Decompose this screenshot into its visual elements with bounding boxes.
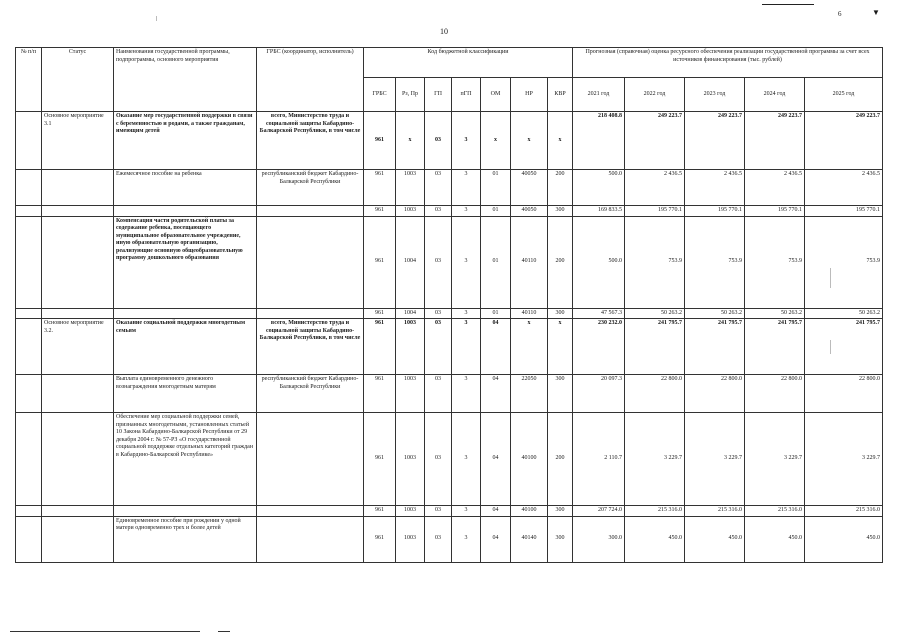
row-num bbox=[16, 206, 42, 217]
code-cell: 1003 bbox=[396, 319, 425, 375]
code-cell: 01 bbox=[481, 308, 511, 319]
value-cell: 215 316.0 bbox=[745, 506, 805, 517]
code-cell: 03 bbox=[425, 506, 452, 517]
header-row bbox=[16, 48, 883, 78]
code-cell: x bbox=[481, 112, 511, 170]
value-cell: 753.9 bbox=[805, 216, 883, 308]
value-cell: 195 770.1 bbox=[745, 206, 805, 217]
value-cell: 218 408.8 bbox=[573, 112, 625, 170]
value-cell: 22 800.0 bbox=[685, 375, 745, 413]
row-name: Компенсация части родительской платы за содержание ребенка, посещающего муниципальное образовательное учреждение, иную образовательную организацию, реализующие основную общеобразовательную программу дошкольного образования bbox=[114, 216, 257, 308]
value-cell: 241 795.7 bbox=[685, 319, 745, 375]
row-status bbox=[42, 206, 114, 217]
code-cell: 300 bbox=[548, 206, 573, 217]
value-cell: 3 229.7 bbox=[805, 413, 883, 506]
code-cell: 961 bbox=[364, 516, 396, 562]
value-cell: 47 567.3 bbox=[573, 308, 625, 319]
scan-speck bbox=[156, 16, 157, 21]
code-cell: 40110 bbox=[511, 216, 548, 308]
code-cell: 300 bbox=[548, 506, 573, 517]
header-year: 2022 год bbox=[625, 78, 685, 112]
code-cell: 3 bbox=[452, 112, 481, 170]
table-row bbox=[16, 170, 883, 206]
value-cell: 753.9 bbox=[685, 216, 745, 308]
code-cell: 300 bbox=[548, 375, 573, 413]
value-cell: 50 263.2 bbox=[745, 308, 805, 319]
table-row bbox=[16, 375, 883, 413]
header-name: Наименования государственной программы, подпрограммы, основного мероприятия bbox=[114, 48, 257, 112]
value-cell: 241 795.7 bbox=[805, 319, 883, 375]
table-row bbox=[16, 319, 883, 375]
value-cell: 22 800.0 bbox=[745, 375, 805, 413]
header-year: 2023 год bbox=[685, 78, 745, 112]
value-cell: 3 229.7 bbox=[745, 413, 805, 506]
row-grbs bbox=[257, 308, 364, 319]
header-year: 2021 год bbox=[573, 78, 625, 112]
code-cell: 1004 bbox=[396, 216, 425, 308]
row-name: Обеспечение мер социальной поддержки семей, признанных многодетными, установленных статьей 10 Закона Кабардино-Балкарской Республики от 29 декабря 2004 г. № 57-РЗ «О государственной социальной поддержке отдельных категорий граждан в Кабардино-Балкарской Республике» bbox=[114, 413, 257, 506]
code-cell: 961 bbox=[364, 506, 396, 517]
header-code: ГРБС bbox=[364, 78, 396, 112]
code-cell: 3 bbox=[452, 506, 481, 517]
header-num: № п/п bbox=[16, 48, 42, 112]
row-num bbox=[16, 216, 42, 308]
scan-line bbox=[762, 4, 814, 5]
header-status: Статус bbox=[42, 48, 114, 112]
row-grbs bbox=[257, 206, 364, 217]
code-cell: 1003 bbox=[396, 516, 425, 562]
row-name: Ежемесячное пособие на ребенка bbox=[114, 170, 257, 206]
code-cell: 22050 bbox=[511, 375, 548, 413]
code-cell: x bbox=[548, 319, 573, 375]
code-cell: x bbox=[396, 112, 425, 170]
header-code: НР bbox=[511, 78, 548, 112]
code-cell: 03 bbox=[425, 308, 452, 319]
value-cell: 241 795.7 bbox=[625, 319, 685, 375]
code-cell: 04 bbox=[481, 516, 511, 562]
code-cell: 01 bbox=[481, 170, 511, 206]
code-cell: 03 bbox=[425, 112, 452, 170]
row-num bbox=[16, 375, 42, 413]
budget-table bbox=[15, 47, 883, 563]
value-cell: 500.0 bbox=[573, 170, 625, 206]
value-cell: 230 232.0 bbox=[573, 319, 625, 375]
code-cell: 300 bbox=[548, 516, 573, 562]
code-cell: x bbox=[511, 319, 548, 375]
table-row bbox=[16, 308, 883, 319]
row-num bbox=[16, 319, 42, 375]
value-cell: 3 229.7 bbox=[625, 413, 685, 506]
row-name bbox=[114, 308, 257, 319]
code-cell: 3 bbox=[452, 308, 481, 319]
code-cell: 3 bbox=[452, 206, 481, 217]
row-num bbox=[16, 170, 42, 206]
value-cell: 450.0 bbox=[805, 516, 883, 562]
value-cell: 215 316.0 bbox=[685, 506, 745, 517]
code-cell: 200 bbox=[548, 170, 573, 206]
row-grbs bbox=[257, 516, 364, 562]
value-cell: 20 097.3 bbox=[573, 375, 625, 413]
row-num bbox=[16, 506, 42, 517]
code-cell: 01 bbox=[481, 216, 511, 308]
code-cell: 1003 bbox=[396, 206, 425, 217]
row-grbs bbox=[257, 216, 364, 308]
row-name: Оказание мер государственной поддержки в связи с беременностью и родами, а также гражданам, имеющим детей bbox=[114, 112, 257, 170]
code-cell: 961 bbox=[364, 308, 396, 319]
header-grbs: ГРБС (координатор, исполнитель) bbox=[257, 48, 364, 112]
row-grbs bbox=[257, 413, 364, 506]
code-cell: 40140 bbox=[511, 516, 548, 562]
value-cell: 2 436.5 bbox=[625, 170, 685, 206]
row-name bbox=[114, 506, 257, 517]
code-cell: 03 bbox=[425, 413, 452, 506]
table-row bbox=[16, 413, 883, 506]
row-name: Оказание социальной поддержки многодетным семьям bbox=[114, 319, 257, 375]
value-cell: 215 316.0 bbox=[625, 506, 685, 517]
row-num bbox=[16, 308, 42, 319]
value-cell: 2 436.5 bbox=[685, 170, 745, 206]
scan-line bbox=[10, 631, 200, 632]
code-cell: 03 bbox=[425, 319, 452, 375]
code-cell: 03 bbox=[425, 170, 452, 206]
row-name bbox=[114, 206, 257, 217]
page-number: 10 bbox=[440, 27, 448, 36]
row-status: Основное мероприятие 3.1 bbox=[42, 112, 114, 170]
value-cell: 2 436.5 bbox=[805, 170, 883, 206]
code-cell: 961 bbox=[364, 206, 396, 217]
value-cell: 2 436.5 bbox=[745, 170, 805, 206]
value-cell: 241 795.7 bbox=[745, 319, 805, 375]
code-cell: 40050 bbox=[511, 170, 548, 206]
code-cell: 3 bbox=[452, 413, 481, 506]
code-cell: 03 bbox=[425, 516, 452, 562]
code-cell: 03 bbox=[425, 216, 452, 308]
row-num bbox=[16, 413, 42, 506]
value-cell: 50 263.2 bbox=[685, 308, 745, 319]
code-cell: 04 bbox=[481, 413, 511, 506]
value-cell: 195 770.1 bbox=[685, 206, 745, 217]
code-cell: 04 bbox=[481, 319, 511, 375]
code-cell: 04 bbox=[481, 506, 511, 517]
header-kbk: Код бюджетной классификации bbox=[364, 48, 573, 78]
code-cell: 03 bbox=[425, 206, 452, 217]
header-year: 2025 год bbox=[805, 78, 883, 112]
value-cell: 249 223.7 bbox=[685, 112, 745, 170]
code-cell: 40100 bbox=[511, 506, 548, 517]
row-status bbox=[42, 506, 114, 517]
value-cell: 169 833.5 bbox=[573, 206, 625, 217]
table-row bbox=[16, 506, 883, 517]
value-cell: 753.9 bbox=[745, 216, 805, 308]
table-row bbox=[16, 206, 883, 217]
code-cell: 961 bbox=[364, 375, 396, 413]
code-cell: 3 bbox=[452, 319, 481, 375]
row-status bbox=[42, 375, 114, 413]
scan-line bbox=[218, 631, 230, 632]
row-status bbox=[42, 308, 114, 319]
code-cell: 961 bbox=[364, 413, 396, 506]
value-cell: 753.9 bbox=[625, 216, 685, 308]
code-cell: 03 bbox=[425, 375, 452, 413]
row-grbs: республиканский бюджет Кабардино-Балкарской Республики bbox=[257, 170, 364, 206]
header-forecast: Прогнозная (справочная) оценка ресурсного обеспечения реализации государственной программы за счет всех источников финансирования (тыс. рублей) bbox=[573, 48, 883, 78]
row-status bbox=[42, 216, 114, 308]
row-grbs: всего, Министерство труда и социальной защиты Кабардино-Балкарской Республики, в том числе bbox=[257, 319, 364, 375]
value-cell: 300.0 bbox=[573, 516, 625, 562]
row-grbs: республиканский бюджет Кабардино-Балкарской Республики bbox=[257, 375, 364, 413]
value-cell: 450.0 bbox=[745, 516, 805, 562]
header-code: КВР bbox=[548, 78, 573, 112]
code-cell: 200 bbox=[548, 216, 573, 308]
table-row bbox=[16, 216, 883, 308]
row-status bbox=[42, 413, 114, 506]
code-cell: 961 bbox=[364, 216, 396, 308]
code-cell: 40050 bbox=[511, 206, 548, 217]
code-cell: 300 bbox=[548, 308, 573, 319]
value-cell: 3 229.7 bbox=[685, 413, 745, 506]
code-cell: 1003 bbox=[396, 413, 425, 506]
value-cell: 249 223.7 bbox=[625, 112, 685, 170]
row-name: Выплата единовременного денежного вознаграждения многодетным матерям bbox=[114, 375, 257, 413]
row-grbs: всего, Министерство труда и социальной защиты Кабардино-Балкарской Республики, в том числе bbox=[257, 112, 364, 170]
value-cell: 450.0 bbox=[625, 516, 685, 562]
code-cell: 961 bbox=[364, 112, 396, 170]
code-cell: 961 bbox=[364, 170, 396, 206]
code-cell: 40110 bbox=[511, 308, 548, 319]
row-status: Основное мероприятие 3.2. bbox=[42, 319, 114, 375]
value-cell: 195 770.1 bbox=[805, 206, 883, 217]
value-cell: 50 263.2 bbox=[625, 308, 685, 319]
code-cell: 200 bbox=[548, 413, 573, 506]
row-num bbox=[16, 516, 42, 562]
row-status bbox=[42, 516, 114, 562]
code-cell: 40100 bbox=[511, 413, 548, 506]
value-cell: 249 223.7 bbox=[745, 112, 805, 170]
code-cell: x bbox=[511, 112, 548, 170]
value-cell: 22 800.0 bbox=[625, 375, 685, 413]
value-cell: 195 770.1 bbox=[625, 206, 685, 217]
header-code: ГП bbox=[425, 78, 452, 112]
code-cell: 1003 bbox=[396, 375, 425, 413]
code-cell: 3 bbox=[452, 516, 481, 562]
scan-mark: ▼ bbox=[872, 8, 880, 17]
value-cell: 249 223.7 bbox=[805, 112, 883, 170]
code-cell: 1004 bbox=[396, 308, 425, 319]
row-name: Единовременное пособие при рождении у одной матери одновременно трех и более детей bbox=[114, 516, 257, 562]
header-code: Рз, Пр bbox=[396, 78, 425, 112]
value-cell: 215 316.0 bbox=[805, 506, 883, 517]
code-cell: 04 bbox=[481, 375, 511, 413]
row-status bbox=[42, 170, 114, 206]
value-cell: 2 110.7 bbox=[573, 413, 625, 506]
header-code: пГП bbox=[452, 78, 481, 112]
header-code: ОМ bbox=[481, 78, 511, 112]
code-cell: 3 bbox=[452, 216, 481, 308]
code-cell: 3 bbox=[452, 170, 481, 206]
value-cell: 22 800.0 bbox=[805, 375, 883, 413]
row-grbs bbox=[257, 506, 364, 517]
table-row bbox=[16, 112, 883, 170]
value-cell: 450.0 bbox=[685, 516, 745, 562]
code-cell: 1003 bbox=[396, 506, 425, 517]
value-cell: 50 263.2 bbox=[805, 308, 883, 319]
code-cell: 01 bbox=[481, 206, 511, 217]
code-cell: 3 bbox=[452, 375, 481, 413]
code-cell: 961 bbox=[364, 319, 396, 375]
code-cell: x bbox=[548, 112, 573, 170]
value-cell: 207 724.0 bbox=[573, 506, 625, 517]
row-num bbox=[16, 112, 42, 170]
header-year: 2024 год bbox=[745, 78, 805, 112]
table-row bbox=[16, 516, 883, 562]
scan-mark: 6 bbox=[838, 10, 842, 18]
value-cell: 500.0 bbox=[573, 216, 625, 308]
code-cell: 1003 bbox=[396, 170, 425, 206]
